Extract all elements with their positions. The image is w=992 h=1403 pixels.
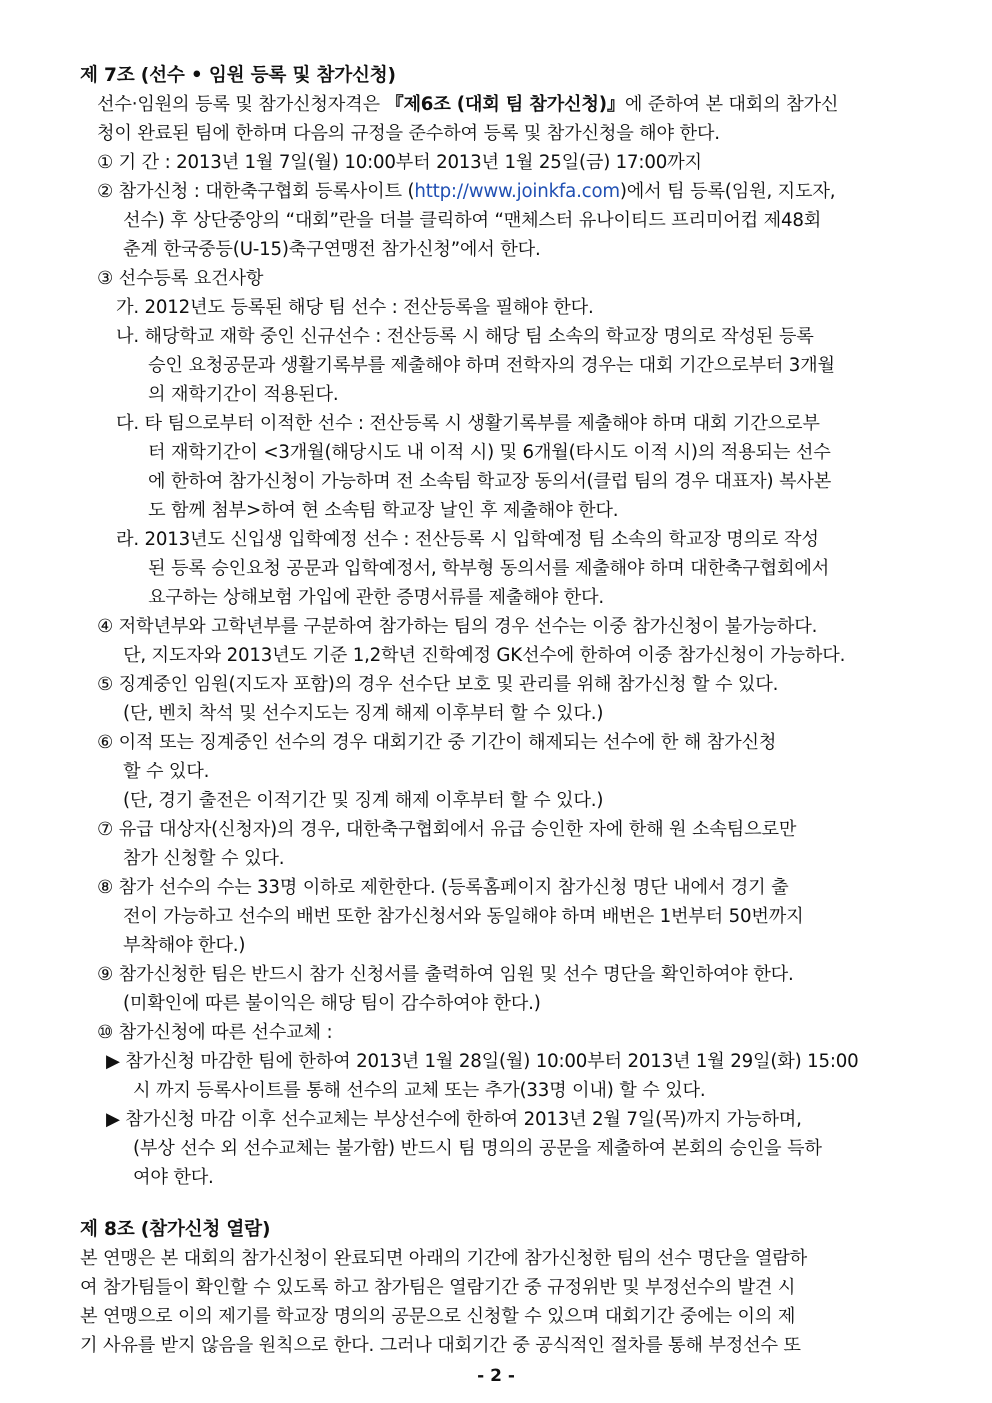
article-8-line2: 여 참가팀들이 확인할 수 있도록 하고 참가팀은 열람기간 중 규정위반 및 부정선수의 발견 시 (80, 1277, 796, 1298)
bullet-2-line2: (부상 선수 외 선수교체는 불가함) 반드시 팀 명의의 공문을 제출하여 본회의 승인을 득하 (133, 1138, 822, 1159)
article-7-intro-line2: 청이 완료된 팀에 한하며 다음의 규정을 준수하여 등록 및 참가신청을 해야 한다. (97, 123, 720, 144)
item-1-period: ① 기 간 : 2013년 1월 7일(월) 10:00부터 2013년 1월 25일(금) 17:00까지 (97, 152, 702, 173)
bullet-2-line3: 여야 한다. (133, 1167, 214, 1188)
bullet-1-line1: ▶ 참가신청 마감한 팀에 한하여 2013년 1월 28일(월) 10:00부터 2013년 1월 29일(화) 15:00 (106, 1051, 859, 1072)
item-3-na-line3: 의 재학기간이 적용된다. (148, 384, 339, 405)
item-3-da-line4: 도 함께 첨부>하여 현 소속팀 학교장 날인 후 제출해야 한다. (148, 500, 619, 521)
item-7-line2: 참가 신청할 수 있다. (123, 848, 285, 869)
article-7-intro-line1 (97, 91, 838, 119)
article-8-line4: 기 사유를 받지 않음을 원칙으로 한다. 그러나 대회기간 중 공식적인 절차를 통해 부정선수 또 (80, 1335, 801, 1356)
item-4-line2: 단, 지도자와 2013년도 기준 1,2학년 진학예정 GK선수에 한하여 이중 참가신청이 가능하다. (123, 645, 846, 666)
bullet-2-line1: ▶ 참가신청 마감 이후 선수교체는 부상선수에 한하여 2013년 2월 7일(목)까지 가능하며, (106, 1109, 802, 1130)
item-10-heading: ⑩ 참가신청에 따른 선수교체 : (97, 1022, 333, 1043)
item-2-line3: 춘계 한국중등(U-15)축구연맹전 참가신청”에서 한다. (123, 239, 541, 260)
article-8-line3: 본 연맹으로 이의 제기를 학교장 명의의 공문으로 신청할 수 있으며 대회기간 중에는 이의 제 (80, 1306, 796, 1327)
item-8-line1: ⑧ 참가 선수의 수는 33명 이하로 제한한다. (등록홈페이지 참가신청 명단 내에서 경기 출 (97, 877, 789, 898)
item-2-text-b: )에서 팀 등록(임원, 지도자, (619, 181, 836, 202)
article-8-title: 제 8조 (참가신청 열람) (80, 1219, 271, 1240)
item-3-ra-line3: 요구하는 상해보험 가입에 관한 증명서류를 제출해야 한다. (148, 587, 604, 608)
item-7-line1: ⑦ 유급 대상자(신청자)의 경우, 대한축구협회에서 유급 승인한 자에 한해 원 소속팀으로만 (97, 819, 797, 840)
item-3-heading: ③ 선수등록 요건사항 (97, 268, 264, 289)
item-9-line1: ⑨ 참가신청한 팀은 반드시 참가 신청서를 출력하여 임원 및 선수 명단을 확인하여야 한다. (97, 964, 794, 985)
item-2-line2: 선수) 후 상단중앙의 “대회”란을 더블 클릭하여 “맨체스터 유나이티드 프리미어컵 제48회 (123, 210, 822, 231)
item-9-line2: (미확인에 따른 불이익은 해당 팀이 감수하여야 한다.) (123, 993, 541, 1014)
item-5-line2: (단, 벤치 착석 및 선수지도는 징계 해제 이후부터 할 수 있다.) (123, 703, 604, 724)
item-3-da-line3: 에 한하여 참가신청이 가능하며 전 소속팀 학교장 동의서(클럽 팀의 경우 대표자) 복사본 (148, 471, 832, 492)
joinkfa-link[interactable]: http://www.joinkfa.com (414, 181, 620, 202)
item-3-ga: 가. 2012년도 등록된 해당 팀 선수 : 전산등록을 필해야 한다. (116, 297, 594, 318)
item-6-line1: ⑥ 이적 또는 징계중인 선수의 경우 대회기간 중 기간이 해제되는 선수에 한 해 참가신청 (97, 732, 777, 753)
article-8-line1: 본 연맹은 본 대회의 참가신청이 완료되면 아래의 기간에 참가신청한 팀의 선수 명단을 열람하 (80, 1248, 808, 1269)
item-3-ra-line2: 된 등록 승인요청 공문과 입학예정서, 학부형 동의서를 제출해야 하며 대한축구협회에서 (148, 558, 830, 579)
page-number: - 2 - (477, 1366, 515, 1386)
item-8-line2: 전이 가능하고 선수의 배번 또한 참가신청서와 동일해야 하며 배번은 1번부터 50번까지 (123, 906, 804, 927)
item-2-text-a: ② 참가신청 : 대한축구협회 등록사이트 ( (97, 181, 415, 202)
article-6-reference: 『제6조 (대회 팀 참가신청)』 (385, 94, 625, 115)
item-3-na-line2: 승인 요청공문과 생활기록부를 제출해야 하며 전학자의 경우는 대회 기간으로부터 3개월 (148, 355, 835, 376)
item-6-line3: (단, 경기 출전은 이적기간 및 징계 해제 이후부터 할 수 있다.) (123, 790, 604, 811)
bullet-1-line2: 시 까지 등록사이트를 통해 선수의 교체 또는 추가(33명 이내) 할 수 있다. (133, 1080, 706, 1101)
item-3-da-line1: 다. 타 팀으로부터 이적한 선수 : 전산등록 시 생활기록부를 제출해야 하며 대회 기간으로부 (116, 413, 820, 434)
item-3-na-line1: 나. 해당학교 재학 중인 신규선수 : 전산등록 시 해당 팀 소속의 학교장 명의로 작성된 등록 (116, 326, 814, 347)
item-4-line1: ④ 저학년부와 고학년부를 구분하여 참가하는 팀의 경우 선수는 이중 참가신청이 불가능하다. (97, 616, 818, 637)
item-3-ra-line1: 라. 2013년도 신입생 입학예정 선수 : 전산등록 시 입학예정 팀 소속의 학교장 명의로 작성 (116, 529, 819, 550)
item-5-line1: ⑤ 징계중인 임원(지도자 포함)의 경우 선수단 보호 및 관리를 위해 참가신청 할 수 있다. (97, 674, 779, 695)
item-2-line1 (97, 178, 835, 206)
item-8-line3: 부착해야 한다.) (123, 935, 246, 956)
item-6-line2: 할 수 있다. (123, 761, 210, 782)
item-3-da-line2: 터 재학기간이 <3개월(해당시도 내 이적 시) 및 6개월(타시도 이적 시)의 적용되는 선수 (148, 442, 831, 463)
intro-text-a: 선수·임원의 등록 및 참가신청자격은 (97, 94, 386, 115)
intro-text-b: 에 준하여 본 대회의 참가신 (624, 94, 839, 115)
article-7-title: 제 7조 (선수 • 임원 등록 및 참가신청) (80, 65, 396, 86)
